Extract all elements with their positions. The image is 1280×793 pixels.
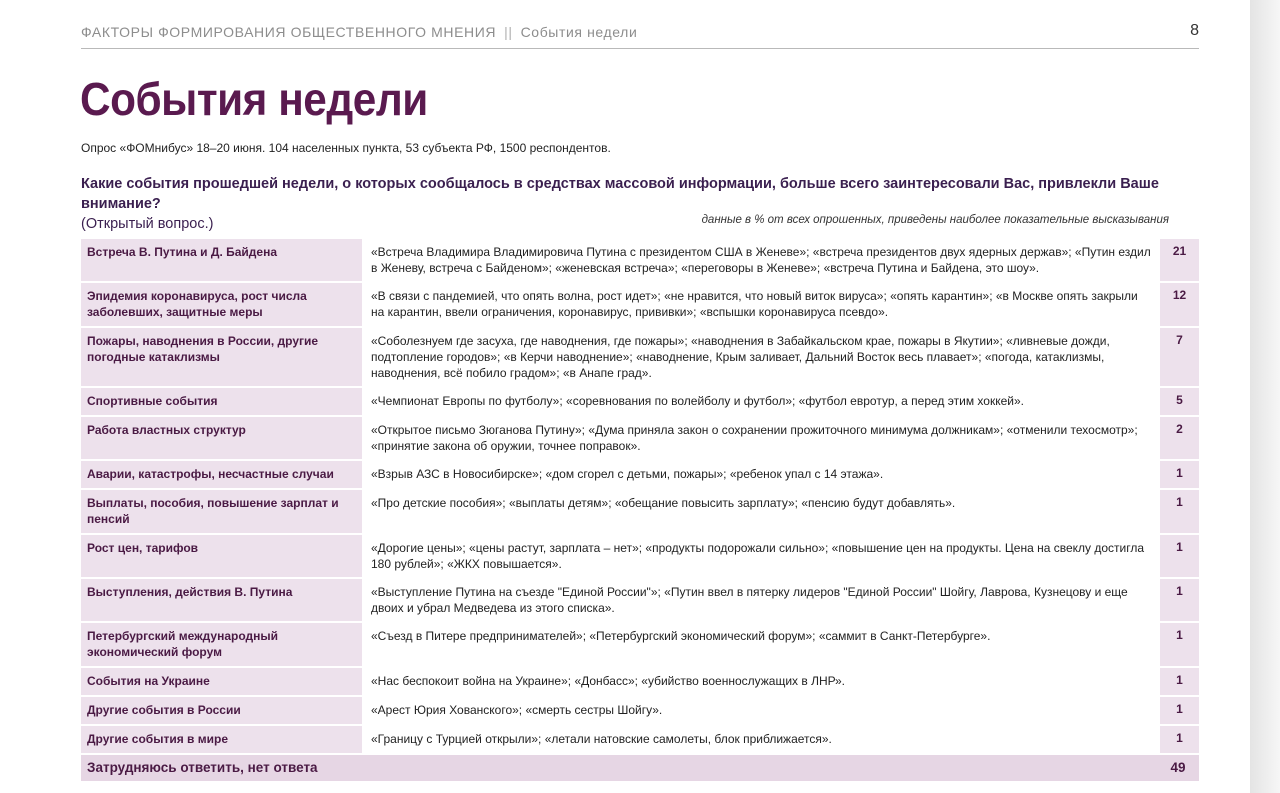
running-header: [81, 22, 1199, 49]
total-label: Затрудняюсь ответить, нет ответа: [81, 755, 1157, 781]
page-edge-shadow: [1250, 0, 1280, 793]
table-row: [81, 239, 1199, 281]
row-value: 1: [1157, 461, 1199, 488]
row-category: Другие события в России: [81, 697, 365, 724]
header-section-title: ФАКТОРЫ ФОРМИРОВАНИЯ ОБЩЕСТВЕННОГО МНЕНИЯ: [81, 24, 497, 40]
row-quotes: «Арест Юрия Хованского»; «смерть сестры Шойгу».: [365, 697, 1157, 724]
row-value: 12: [1157, 283, 1199, 326]
row-category: Другие события в мире: [81, 726, 365, 753]
row-value: 1: [1157, 668, 1199, 695]
total-row: [81, 755, 1199, 781]
survey-info: Опрос «ФОМнибус» 18–20 июня. 104 населенных пункта, 53 субъекта РФ, 1500 респондентов.: [81, 141, 611, 155]
table-row: [81, 623, 1199, 666]
row-category: Выплаты, пособия, повышение зарплат и пенсий: [81, 490, 365, 533]
responses-table: [81, 237, 1199, 783]
row-category: Пожары, наводнения в России, другие погодные катаклизмы: [81, 328, 365, 386]
question-text: Какие события прошедшей недели, о которых сообщалось в средствах массовой информации, больше всего заинтересовали Вас, привлекли Ваше внимание?: [81, 176, 1159, 212]
row-quotes: «Дорогие цены»; «цены растут, зарплата – нет»; «продукты подорожали сильно»; «повышение цен на продукты. Цена на свеклу достигла 180 рублей»; «ЖКХ повышается».: [365, 535, 1157, 577]
header-separator: ||: [504, 24, 513, 40]
row-quotes: «Про детские пособия»; «выплаты детям»; «обещание повысить зарплату»; «пенсию будут добавлять».: [365, 490, 1157, 533]
row-quotes: «Чемпионат Европы по футболу»; «соревнования по волейболу и футбол»; «футбол евротур, а перед этим хоккей».: [365, 388, 1157, 415]
row-value: 21: [1157, 239, 1199, 281]
table-row: [81, 388, 1199, 415]
table-row: [81, 697, 1199, 724]
table-row: [81, 461, 1199, 488]
row-category: Эпидемия коронавируса, рост числа заболевших, защитные меры: [81, 283, 365, 326]
header-section: [81, 24, 637, 40]
row-category: Встреча В. Путина и Д. Байдена: [81, 239, 365, 281]
table-row: [81, 417, 1199, 459]
row-quotes: «Границу с Турцией открыли»; «летали натовские самолеты, блок приближается».: [365, 726, 1157, 753]
row-quotes: «Соболезнуем где засуха, где наводнения, где пожары»; «наводнения в Забайкальском крае, пожары в Якутии»; «ливневые дожди, подтопление городов»; «в Керчи наводнение»; «наводнение, Крым заливает, Дальний Восток весь плавает»; «погода, катаклизмы, наводнения, всё побило градом»; «в Анапе град».: [365, 328, 1157, 386]
table-row: [81, 283, 1199, 326]
row-category: Спортивные события: [81, 388, 365, 415]
row-quotes: «В связи с пандемией, что опять волна, рост идет»; «не нравится, что новый виток вируса»; «опять карантин»; «в Москве опять закрыли на карантин, ввели ограничения, коронавирус, прививки»; «вспышки коронавируса псевдо».: [365, 283, 1157, 326]
row-value: 1: [1157, 535, 1199, 577]
row-quotes: «Съезд в Питере предпринимателей»; «Петербургский экономический форум»; «саммит в Санкт-Петербурге».: [365, 623, 1157, 666]
row-value: 1: [1157, 726, 1199, 753]
table-row: [81, 579, 1199, 621]
table-row: [81, 328, 1199, 386]
table-row: [81, 726, 1199, 753]
row-quotes: «Открытое письмо Зюганова Путину»; «Дума приняла закон о сохранении прожиточного минимума должникам»; «отменили техосмотр»; «принятие закона об оружии, точнее поправок».: [365, 417, 1157, 459]
row-quotes: «Встреча Владимира Владимировича Путина с президентом США в Женеве»; «встреча президентов двух ядерных держав»; «Путин ездил в Женеву, встреча с Байденом»; «женевская встреча»; «переговоры в Женеве»; «встреча Путина и Байдена, это шоу».: [365, 239, 1157, 281]
row-category: Петербургский международный экономический форум: [81, 623, 365, 666]
row-quotes: «Выступление Путина на съезде "Единой России"»; «Путин ввел в пятерку лидеров "Единой России" Шойгу, Лаврова, Кузнецову и еще двоих и убрал Медведева из этого списка».: [365, 579, 1157, 621]
row-value: 1: [1157, 490, 1199, 533]
row-category: Работа властных структур: [81, 417, 365, 459]
row-category: Выступления, действия В. Путина: [81, 579, 365, 621]
row-value: 5: [1157, 388, 1199, 415]
table-row: [81, 490, 1199, 533]
row-quotes: «Взрыв АЗС в Новосибирске»; «дом сгорел с детьми, пожары»; «ребенок упал с 14 этажа».: [365, 461, 1157, 488]
row-quotes: «Нас беспокоит война на Украине»; «Донбасс»; «убийство военнослужащих в ЛНР».: [365, 668, 1157, 695]
page-number: 8: [1190, 22, 1199, 39]
table-row: [81, 535, 1199, 577]
row-value: 1: [1157, 697, 1199, 724]
row-value: 1: [1157, 579, 1199, 621]
row-value: 1: [1157, 623, 1199, 666]
total-value: 49: [1157, 755, 1199, 781]
row-category: Аварии, катастрофы, несчастные случаи: [81, 461, 365, 488]
row-value: 2: [1157, 417, 1199, 459]
page-title: События недели: [80, 73, 428, 125]
row-category: События на Украине: [81, 668, 365, 695]
data-note: данные в % от всех опрошенных, приведены наиболее показательные высказывания: [701, 214, 1169, 226]
table-row: [81, 668, 1199, 695]
row-category: Рост цен, тарифов: [81, 535, 365, 577]
header-subsection: События недели: [520, 24, 638, 40]
question-note: (Открытый вопрос.): [81, 216, 214, 232]
row-value: 7: [1157, 328, 1199, 386]
